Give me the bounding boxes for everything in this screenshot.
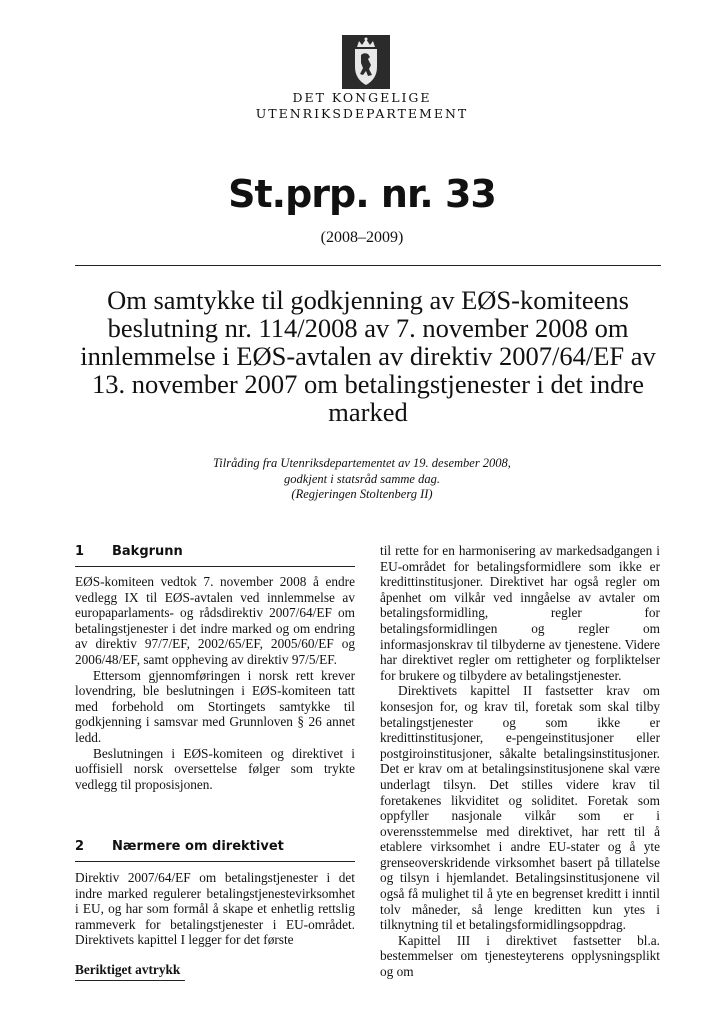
section-body bbox=[75, 870, 355, 948]
footer-note: Beriktiget avtrykk bbox=[75, 962, 181, 977]
paragraph: Direktiv 2007/64/EF om betalingstjenester i det indre marked regulerer betalingstjenestevirksomhet i EU, og har som formål å skape et enhetlig rettslig rammeverk for betalingstjenester i EU-området. Direktivets kapittel I legger for det første bbox=[75, 870, 355, 948]
section-heading bbox=[75, 544, 355, 560]
paragraph: til rette for en harmonisering av markedsadgangen i EU-området for betalingsformidlere som ikke er kredittinstitusjoner. Direktivet har også regler om åpenhet om vilkår ved inngåelse av avtaler om betalingsformidling, regler for betalingsformidlingen og regler om informasjonskrav til tilbyderne av tjenestene. Videre har direktivet regler om rettigheter og forpliktelser for brukere og tilbydere av betalingstjenester. bbox=[380, 543, 660, 683]
section-divider bbox=[75, 566, 355, 567]
section-number: 2 bbox=[75, 839, 85, 854]
recommendation-block bbox=[0, 456, 724, 503]
title-divider bbox=[75, 265, 661, 266]
right-column-body bbox=[380, 543, 660, 980]
session-years: (2008–2009) bbox=[320, 229, 404, 246]
section-divider bbox=[75, 861, 355, 862]
footer-underline bbox=[75, 980, 185, 981]
section-heading bbox=[75, 839, 355, 855]
document-title: St.prp. nr. 33 bbox=[228, 172, 496, 216]
norwegian-coat-of-arms-icon bbox=[342, 35, 390, 89]
document-subject: Om samtykke til godkjenning av EØS-komiteens beslutning nr. 114/2008 av 7. november 2008 om innlemmelse i EØS-avtalen av direktiv 2007/64/EF av 13. november 2007 om betalingstjenester i det indre marked bbox=[80, 285, 656, 427]
paragraph: EØS-komiteen vedtok 7. november 2008 å endre vedlegg IX til EØS-avtalen ved innlemmelse av europaparlaments- og rådsdirektiv 2007/64/EF om betalingstjenester i det indre marked og om endring av direktiv 97/7/EF, 2002/65/EF, 2005/60/EF og 2006/48/EF, samt oppheving av direktiv 97/5/EF. bbox=[75, 574, 355, 667]
department-name-line1: DET KONGELIGE bbox=[292, 90, 432, 105]
paragraph: Direktivets kapittel II fastsetter krav om konsesjon for, og krav til, foretak som skal tilby betalingstjenester og som ikke er kredittinstitusjoner, e-pengeinstitusjoner eller postgiroinstitusjoner, såkalte betalingsinstitusjoner. Det er krav om at betalingsinstitusjonene skal være underlagt tilsyn. Det stilles videre krav til foretakenes likviditet og soliditet. Foretak som oppfyller nasjonale vilkår som er i overensstemmelse med direktivet, har rett til å etablere virksomhet i andre EU-stater og å yte grenseoverskridende virksomhet basert på tillatelse og tilsyn i hjemlandet. Betalingsinstitusjonene vil også få mulighet til å yte en begrenset kreditt i inntil tolv måneder, så lenge kreditten kun ytes i tilknytning til et betalingsformidlingsoppdrag. bbox=[380, 683, 660, 933]
paragraph: Kapittel III i direktivet fastsetter bl.a. bestemmelser om tjenesteyterens opplysningsplikt og om bbox=[380, 932, 660, 980]
section-body bbox=[75, 574, 355, 792]
recommendation-line: godkjent i statsråd samme dag. bbox=[284, 471, 440, 486]
recommendation-line: Tilråding fra Utenriksdepartementet av 19. desember 2008, bbox=[213, 456, 511, 470]
department-name-line2: UTENRIKSDEPARTEMENT bbox=[255, 106, 469, 121]
section-title: Bakgrunn bbox=[112, 544, 183, 559]
section-number: 1 bbox=[75, 544, 85, 559]
paragraph: Beslutningen i EØS-komiteen og direktivet i uoffisiell norsk oversettelse følger som trykte vedlegg til proposisjonen. bbox=[75, 745, 355, 792]
section-title: Nærmere om direktivet bbox=[112, 839, 284, 854]
paragraph: Ettersom gjennomføringen i norsk rett krever lovendring, ble beslutningen i EØS-komiteen tatt med forbehold om Stortingets samtykke til godkjenning i samsvar med Grunnloven § 26 annet ledd. bbox=[75, 667, 355, 745]
recommendation-line: (Regjeringen Stoltenberg II) bbox=[291, 487, 433, 501]
